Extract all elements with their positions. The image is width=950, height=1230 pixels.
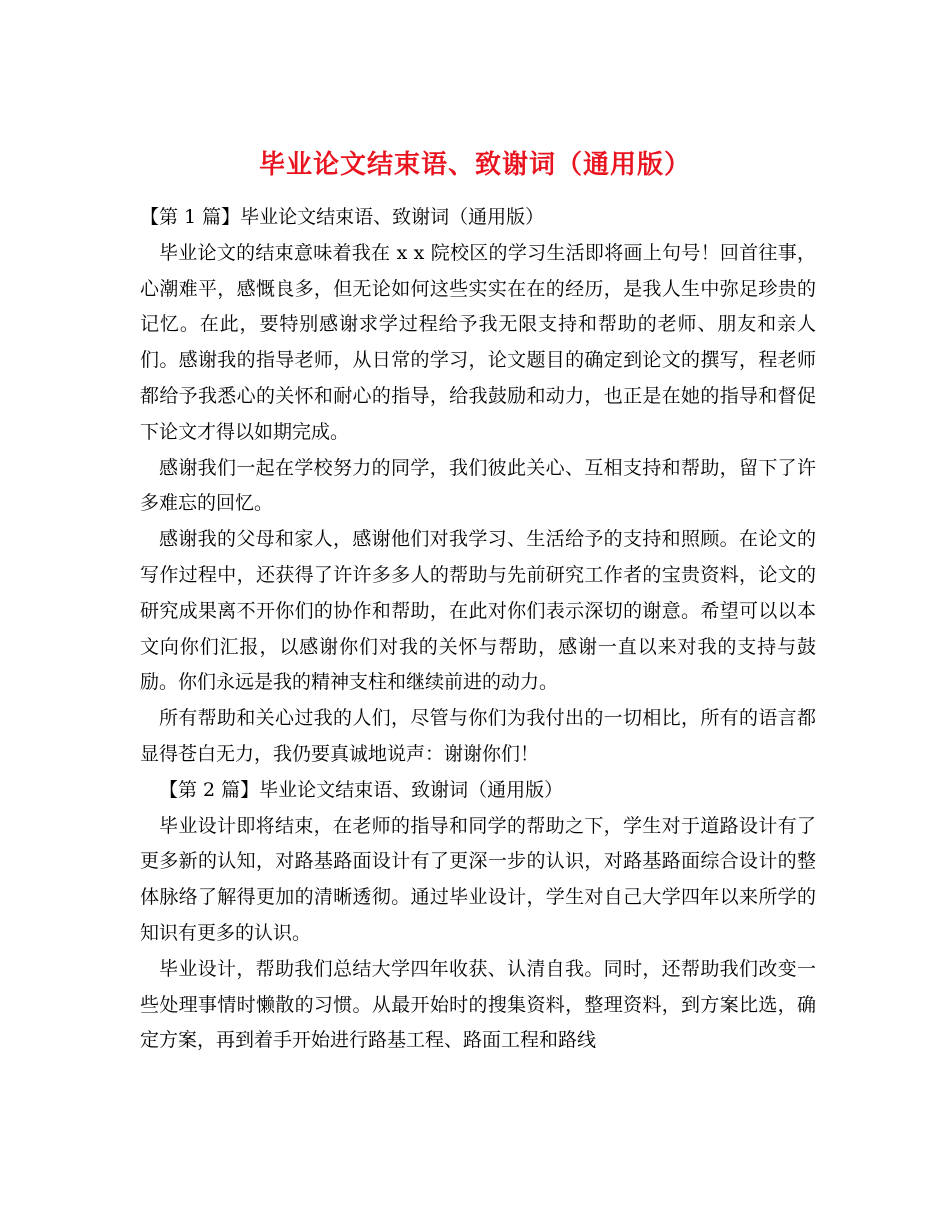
document-title: 毕业论文结束语、致谢词（通用版） xyxy=(258,150,691,181)
section-1-paragraph-2: 感谢我们一起在学校努力的同学，我们彼此关心、互相支持和帮助，留下了许多难忘的回忆。 xyxy=(140,456,816,515)
section-2-paragraph-2: 毕业设计，帮助我们总结大学四年收获、认清自我。同时，还帮助我们改变一些处理事情时懒散的习惯。从最开始时的搜集资料，整理资料，到方案比选，确定方案，再到着手开始进行路基工程、路面工程和路线 xyxy=(140,957,816,1052)
section-heading-2: 【第 2 篇】毕业论文结束语、致谢词（通用版） xyxy=(159,778,564,801)
section-heading-1: 【第 1 篇】毕业论文结束语、致谢词（通用版） xyxy=(140,206,545,228)
section-1-paragraph-1: 毕业论文的结束意味着我在 x x 院校区的学习生活即将画上句号！回首往事，心潮难平，感慨良多，但无论如何这些实实在在的经历，是我人生中弥足珍贵的记忆。在此，要特别感谢求学过程给予我无限支持和帮助的老师、朋友和亲人们。感谢我的指导老师，从日常的学习，论文题目的确定到论文的撰写，程老师都给予我悉心的关怀和耐心的指导，给我鼓励和动力，也正是在她的指导和督促下论文才得以如期完成。 xyxy=(140,241,816,443)
section-1-paragraph-4: 所有帮助和关心过我的人们，尽管与你们为我付出的一切相比，所有的语言都显得苍白无力，我仍要真诚地说声：谢谢你们！ xyxy=(140,707,816,765)
section-2-paragraph-1: 毕业设计即将结束，在老师的指导和同学的帮助之下，学生对于道路设计有了更多新的认知，对路基路面设计有了更深一步的认识，对路基路面综合设计的整体脉络了解得更加的清晰透彻。通过毕业设计，学生对自己大学四年以来所学的知识有更多的认识。 xyxy=(140,814,816,944)
document-body xyxy=(140,200,816,1059)
section-1-paragraph-3: 感谢我的父母和家人，感谢他们对我学习、生活给予的支持和照顾。在论文的写作过程中，还获得了许许多多人的帮助与先前研究工作者的宝贵资料，论文的研究成果离不开你们的协作和帮助，在此对你们表示深切的谢意。希望可以以本文向你们汇报，以感谢你们对我的关怀与帮助，感谢一直以来对我的支持与鼓励。你们永远是我的精神支柱和继续前进的动力。 xyxy=(140,528,816,694)
